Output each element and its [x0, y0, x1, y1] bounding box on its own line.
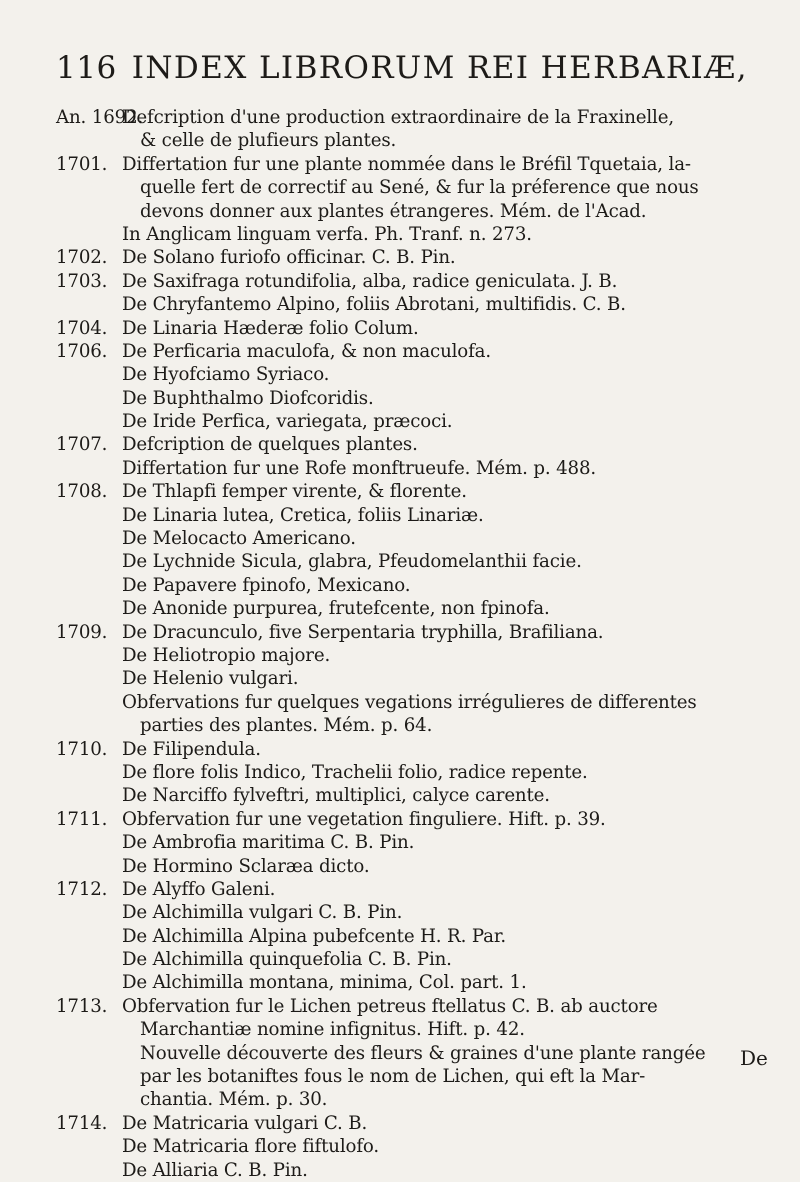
entry-text: In Anglicam linguam verfa. Ph. Tranf. n. 273.: [122, 223, 532, 245]
index-line: [56, 714, 776, 737]
entry-year: 1704.: [56, 317, 108, 339]
index-line: [56, 550, 776, 573]
entry-text: De Perficaria maculofa, & non maculofa.: [122, 340, 492, 362]
index-line: [56, 340, 776, 363]
entry-text: De Alchimilla vulgari C. B. Pin.: [122, 902, 403, 924]
index-line: [56, 1112, 776, 1135]
index-line: [56, 1018, 776, 1041]
entry-text: De Alyffo Galeni.: [122, 878, 276, 900]
index-line: [56, 831, 776, 854]
index-line: [56, 667, 776, 690]
entry-text: De Heliotropio majore.: [122, 644, 331, 666]
entry-text: De Narciffo fylveftri, multiplici, calyce carente.: [122, 785, 550, 807]
entry-text: De Alchimilla quinquefolia C. B. Pin.: [122, 949, 452, 971]
entry-text: De Alchimilla montana, minima, Col. part. 1.: [122, 972, 527, 994]
entry-text: De Alliaria C. B. Pin.: [122, 1159, 308, 1181]
index-line: [56, 1088, 776, 1111]
entry-year: 1701.: [56, 153, 108, 175]
entry-text: Differtation fur une Rofe monftrueufe. Mém. p. 488.: [122, 457, 596, 479]
entry-text: Marchantiæ nomine infignitus. Hift. p. 42.: [140, 1019, 525, 1041]
entry-year: An. 1692.: [56, 107, 144, 128]
catchword: De: [740, 1046, 768, 1070]
index-line: [56, 878, 776, 901]
index-line: [56, 1065, 776, 1088]
index-line: [56, 527, 776, 550]
entry-text: Defcription d'une production extraordinaire de la Fraxinelle,: [122, 107, 674, 128]
entry-text: De Buphthalmo Diofcoridis.: [122, 387, 374, 409]
index-line: [56, 1135, 776, 1158]
entry-text: De Alchimilla Alpina pubefcente H. R. Par.: [122, 925, 506, 947]
index-line: [56, 480, 776, 503]
index-line: [56, 363, 776, 386]
page-number: 116: [56, 50, 117, 86]
entry-text: De Lychnide Sicula, glabra, Pfeudomelanthii facie.: [122, 551, 582, 573]
entry-year: 1706.: [56, 340, 108, 362]
index-line: [56, 270, 776, 293]
entry-text: Obfervation fur une vegetation finguliere. Hift. p. 39.: [122, 808, 606, 830]
entry-text: De Linaria Hæderæ folio Colum.: [122, 317, 419, 339]
entry-text: Defcription de quelques plantes.: [122, 434, 418, 456]
index-line: [56, 995, 776, 1018]
entry-text: De Hormino Sclaræa dicto.: [122, 855, 370, 877]
index-line: [56, 644, 776, 667]
entry-year: 1712.: [56, 878, 108, 900]
index-line: [56, 457, 776, 480]
entry-text: De Saxifraga rotundifolia, alba, radice geniculata. J. B.: [122, 270, 618, 292]
entry-text: Obfervations fur quelques vegations irrégulieres de differentes: [122, 691, 697, 713]
running-title: INDEX LIBRORUM REI HERBARIÆ,: [131, 50, 748, 86]
index-line: [56, 761, 776, 784]
entry-text: Obfervation fur le Lichen petreus ftellatus C. B. ab auctore: [122, 995, 658, 1017]
index-line: [56, 293, 776, 316]
entry-year: 1711.: [56, 808, 108, 830]
page-header: [56, 50, 776, 94]
index-line: [56, 1159, 776, 1182]
entry-text: De Hyofciamo Syriaco.: [122, 364, 330, 386]
entry-text: De Melocacto Americano.: [122, 528, 356, 550]
index-line: [56, 317, 776, 340]
entry-year: 1710.: [56, 738, 108, 760]
index-line: [56, 597, 776, 620]
index-line: [56, 410, 776, 433]
index-line: [56, 1042, 776, 1065]
index-line: [56, 855, 776, 878]
index-line: [56, 948, 776, 971]
index-line: [56, 176, 776, 199]
entry-text: De Solano furiofo officinar. C. B. Pin.: [122, 247, 456, 269]
entry-text: par les botaniftes fous le nom de Lichen, qui eft la Mar-: [140, 1066, 646, 1088]
entry-text: De Papavere fpinofo, Mexicano.: [122, 574, 411, 596]
index-line: [56, 504, 776, 527]
index-line: [56, 106, 776, 129]
index-line: [56, 971, 776, 994]
entry-text: De Helenio vulgari.: [122, 668, 299, 690]
entry-year: 1702.: [56, 247, 108, 269]
index-line: [56, 784, 776, 807]
index-entries: [56, 106, 776, 1182]
entry-year: 1703.: [56, 270, 108, 292]
entry-text: De Iride Perfica, variegata, præcoci.: [122, 411, 453, 433]
entry-text: De Matricaria flore fiftulofo.: [122, 1136, 380, 1158]
entry-text: Differtation fur une plante nommée dans le Bréfil Tquetaia, la-: [122, 153, 691, 175]
index-line: [56, 433, 776, 456]
entry-text: chantia. Mém. p. 30.: [140, 1089, 328, 1111]
entry-year: 1713.: [56, 995, 108, 1017]
index-line: [56, 129, 776, 152]
index-line: [56, 691, 776, 714]
entry-text: Nouvelle découverte des fleurs & graines d'une plante rangée: [140, 1042, 706, 1064]
index-line: [56, 223, 776, 246]
index-line: [56, 200, 776, 223]
index-line: [56, 387, 776, 410]
entry-text: De Linaria lutea, Cretica, foliis Linariæ.: [122, 504, 484, 526]
entry-text: De flore folis Indico, Trachelii folio, radice repente.: [122, 761, 588, 783]
entry-text: De Dracunculo, five Serpentaria tryphilla, Brafiliana.: [122, 621, 604, 643]
index-line: [56, 925, 776, 948]
index-line: [56, 808, 776, 831]
index-line: [56, 246, 776, 269]
entry-text: parties des plantes. Mém. p. 64.: [140, 715, 433, 737]
entry-text: De Ambrofia maritima C. B. Pin.: [122, 832, 415, 854]
entry-text: De Thlapfi femper virente, & florente.: [122, 481, 467, 503]
index-line: [56, 901, 776, 924]
entry-text: De Matricaria vulgari C. B.: [122, 1112, 368, 1134]
entry-text: De Chryfantemo Alpino, foliis Abrotani, multifidis. C. B.: [122, 294, 626, 316]
entry-year: 1709.: [56, 621, 108, 643]
index-line: [56, 738, 776, 761]
index-line: [56, 574, 776, 597]
entry-text: De Anonide purpurea, frutefcente, non fpinofa.: [122, 598, 550, 620]
entry-text: quelle fert de correctif au Sené, & fur la préference que nous: [140, 177, 699, 199]
index-line: [56, 621, 776, 644]
entry-year: 1708.: [56, 481, 108, 503]
index-line: [56, 153, 776, 176]
entry-text: & celle de plufieurs plantes.: [140, 130, 397, 152]
entry-text: De Filipendula.: [122, 738, 261, 760]
entry-year: 1714.: [56, 1112, 108, 1134]
entry-text: devons donner aux plantes étrangeres. Mém. de l'Acad.: [140, 200, 647, 222]
entry-year: 1707.: [56, 434, 108, 456]
